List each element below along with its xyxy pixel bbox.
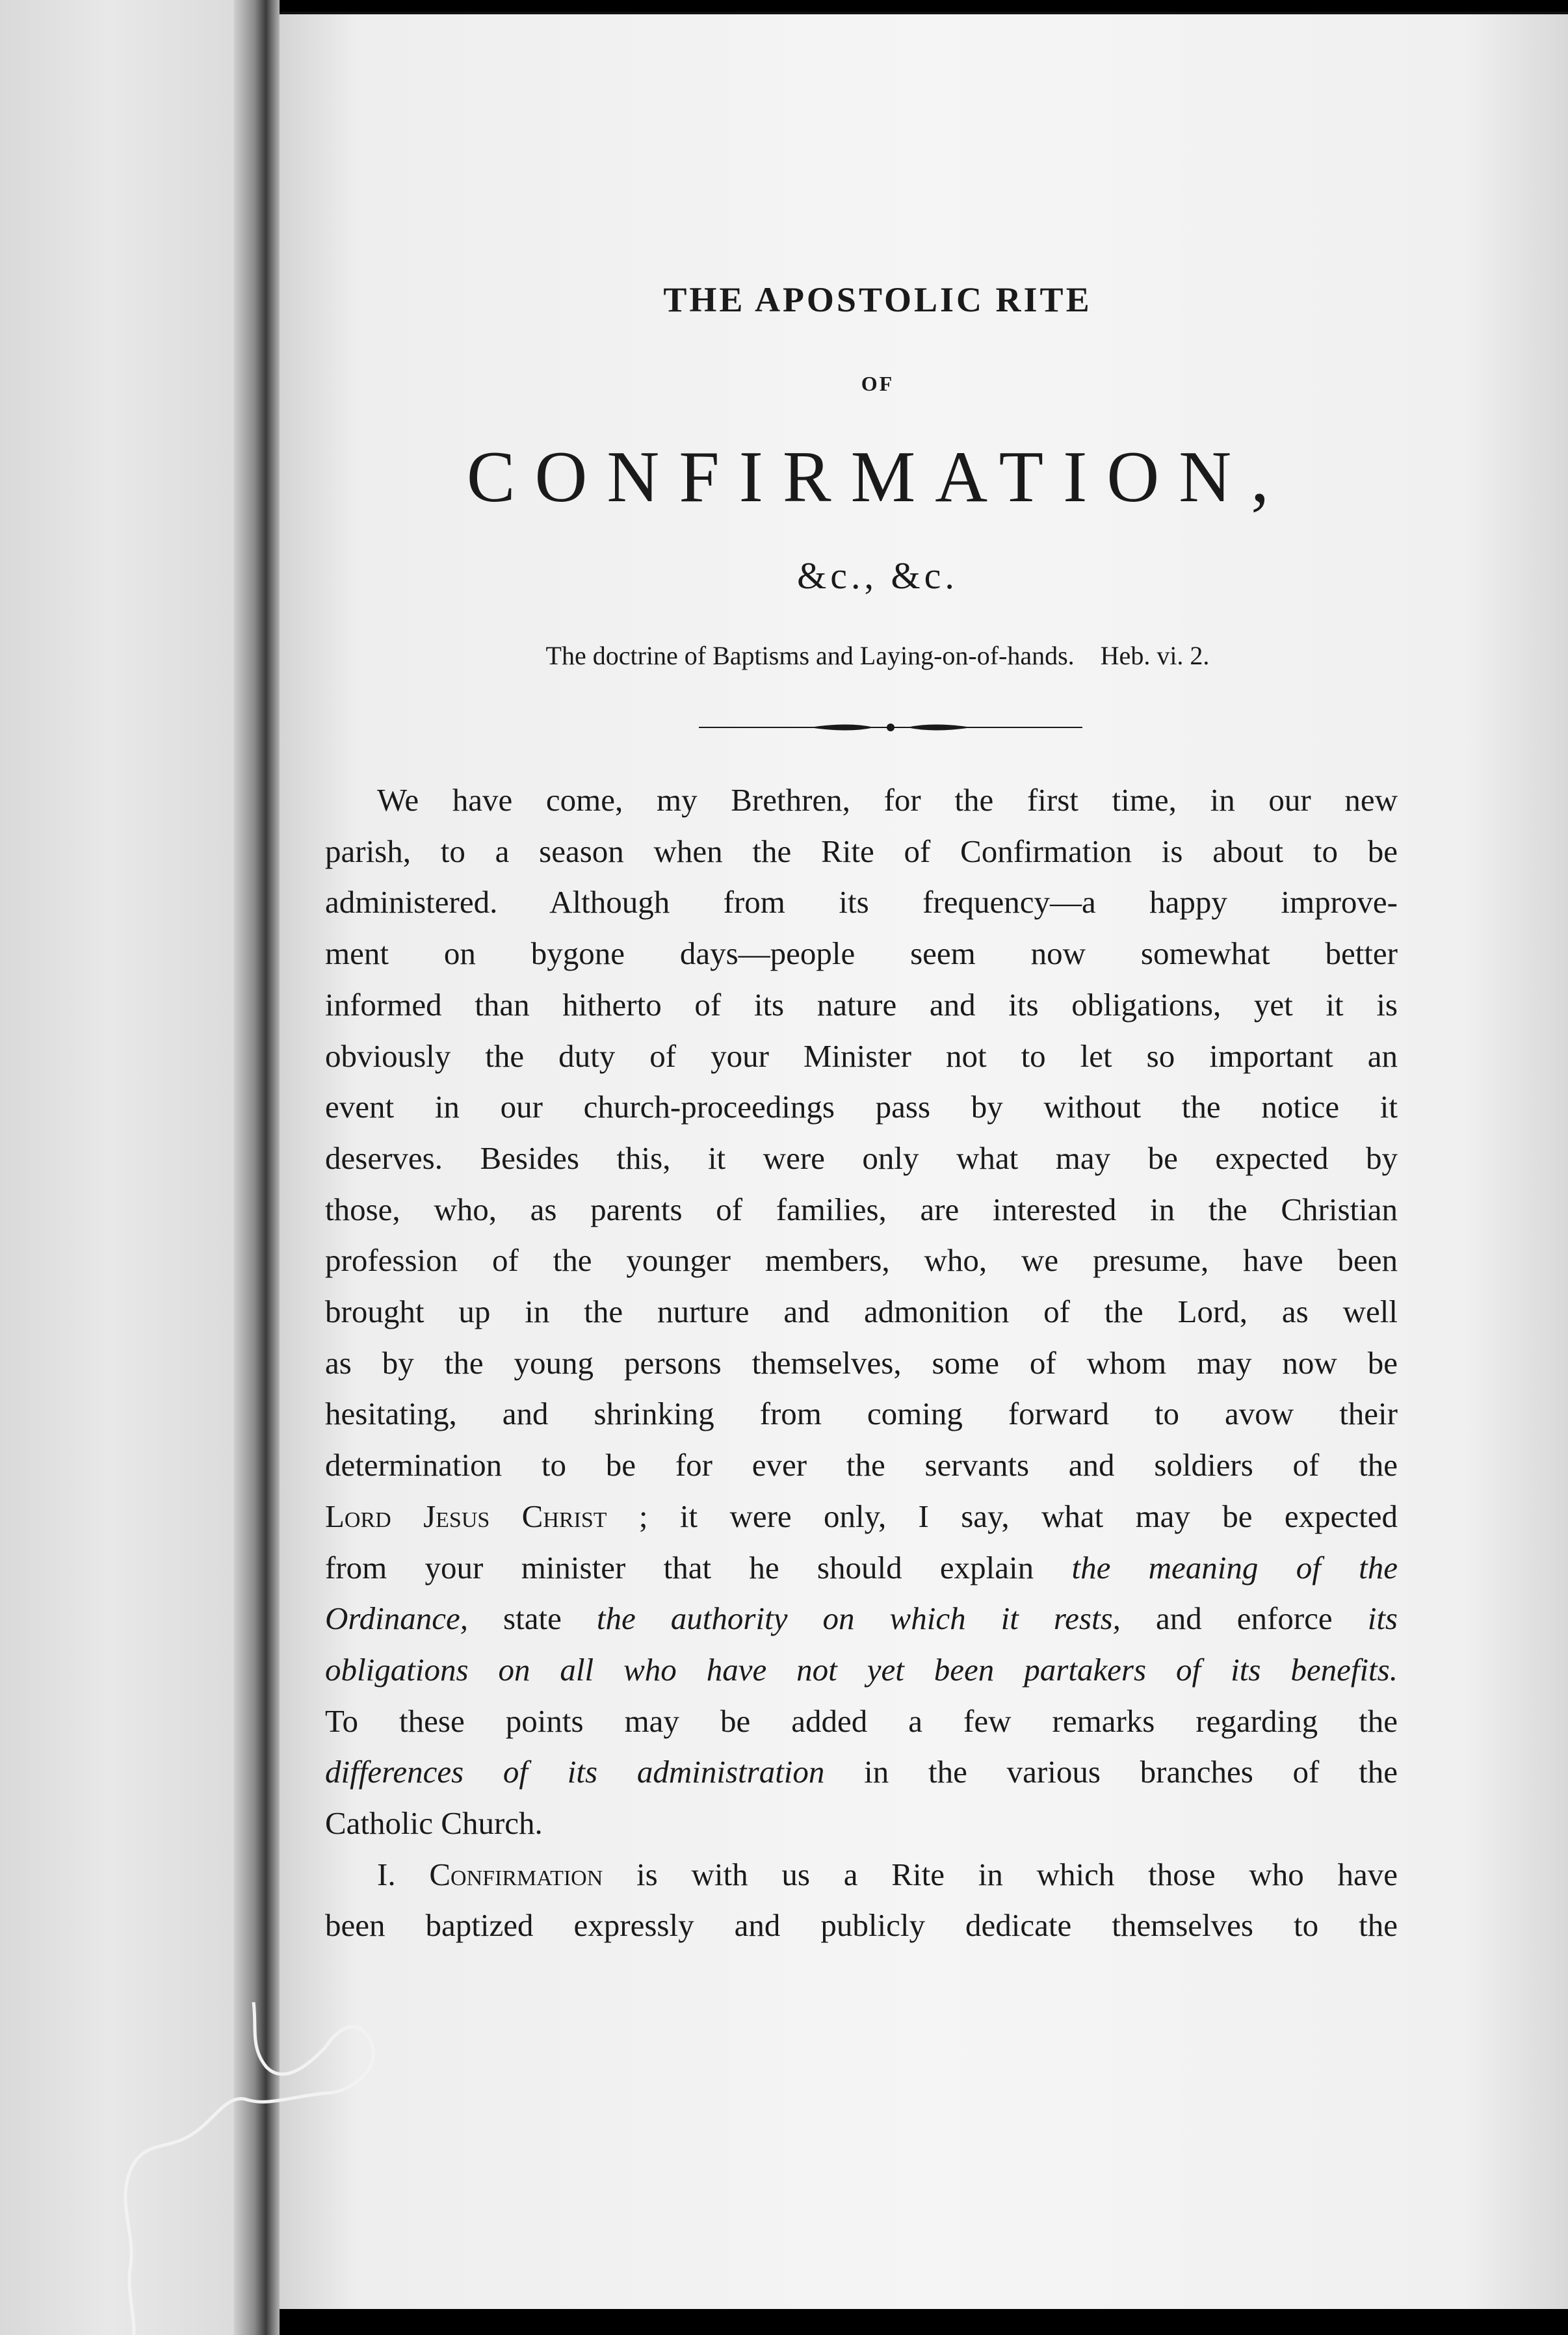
emphasis-text: the meaning of the [1071,1549,1398,1585]
main-title: CONFIRMATION, [466,437,1289,517]
confirmation-smallcaps: Confirmation [429,1856,603,1892]
body-line: event in our church-proceedings pass by without the notice it [325,1089,1398,1125]
body-line: those, who, as parents of families, are interested in the Christian [325,1191,1398,1227]
body-line: as by the young persons themselves, some of whom may now be [325,1344,1398,1381]
body-line: profession of the younger members, who, we presume, have been [325,1242,1398,1279]
emphasis-text: the authority on which it rests, [596,1600,1121,1637]
body-line: determination to be for ever the servants and soldiers of the [325,1447,1398,1483]
body-line: been baptized expressly and publicly dedicate themselves to the [325,1907,1398,1944]
section-number: I. [377,1856,430,1892]
body-line-text: state [468,1600,597,1637]
body-line: informed than hitherto of its nature and its obligations, yet it is [325,986,1398,1023]
emphasis-text: differences of its administration [325,1754,825,1790]
left-page-edge [0,0,273,2335]
etc-line: &c., &c. [797,554,958,597]
body-line [325,1543,1398,1594]
rite-title: THE APOSTOLIC RITE [663,280,1092,319]
body-line: To these points may be added a few remarks regarding the [325,1702,1398,1739]
body-line: brought up in the nurture and admonition of the Lord, as well [325,1294,1398,1330]
body-line-text: is with us a Rite in which those who have [603,1856,1398,1892]
body-line: hesitating, and shrinking from coming forward to avow their [325,1396,1398,1432]
body-line [325,1491,1398,1543]
emphasis-text: Ordinance, [325,1600,468,1637]
body-line [325,1849,1398,1901]
emphasis-text: obligations on all who have not yet been partakers of its benefits. [325,1651,1398,1688]
epigraph [325,640,1430,671]
epigraph-text: The doctrine of Baptisms and Laying-on-of-hands. [545,641,1075,670]
body-line [325,1645,1398,1696]
body-line: parish, to a season when the Rite of Confirmation is about to be [325,833,1398,869]
body-line-text: and enforce [1120,1600,1368,1637]
body-line-text: ; it were only, I say, what may be expected [607,1498,1398,1534]
thread-artifact [117,1989,416,2335]
body-line: ment on bygone days—people seem now somewhat better [325,935,1398,972]
title-of: OF [861,372,895,395]
document-page [280,12,1568,2309]
book-gutter [234,0,280,2335]
body-line-text: from your minister that he should explain [325,1549,1072,1585]
lord-smallcaps: Lord Jesus Christ [325,1498,607,1534]
body-text [325,775,1398,1951]
body-line: We have come, my Brethren, for the first time, in our new [377,782,1398,818]
body-line [325,1593,1398,1645]
emphasis-text: its [1367,1600,1398,1637]
ornamental-divider [699,718,1082,737]
body-line [325,1747,1398,1798]
body-line: deserves. Besides this, it were only what may be expected by [325,1140,1398,1176]
body-line: Catholic Church. [325,1805,543,1842]
epigraph-reference: Heb. vi. 2. [1100,641,1210,670]
body-line: obviously the duty of your Minister not to let so important an [325,1037,1398,1074]
body-line-text: in the various branches of the [824,1754,1398,1790]
body-line: administered. Although from its frequency—a happy improve- [325,884,1398,920]
